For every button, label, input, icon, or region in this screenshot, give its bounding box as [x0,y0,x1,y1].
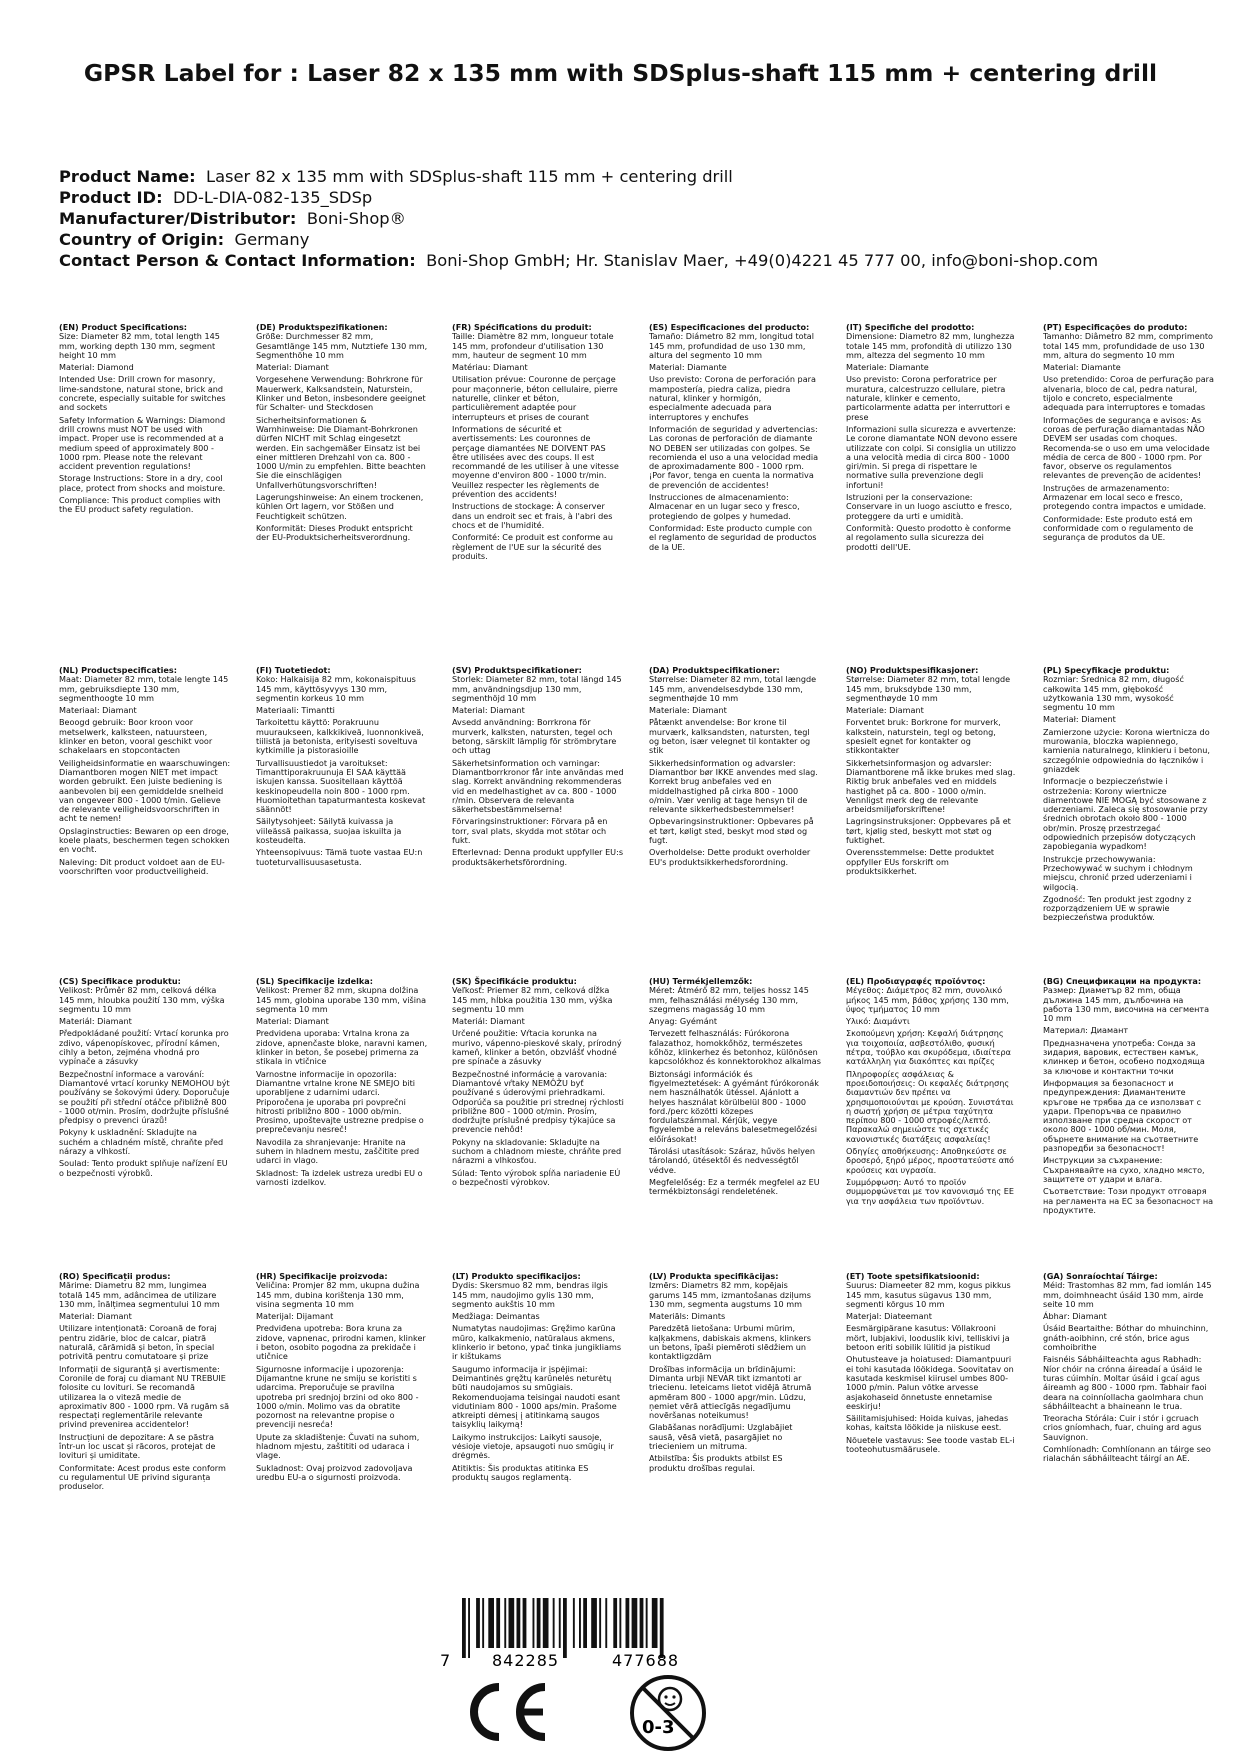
spec-paragraph: Ohutusteave ja hoiatused: Diamantpuuri ei tohi kasutada löökidega. Soovitatav on kasutada keskmisel kiirusel umbes 800-1000 p/min. Palun võtke arvesse asjakohaseid õnnetuste ennetamise eeskirju! [846,1354,1014,1411]
language-heading: (HR) Specifikacije proizvoda: [256,1271,388,1281]
spec-paragraph: Varnostne informacije in opozorila: Diamantne vrtalne krone NE SMEJO biti uporabljene z udarnimi udarci. Priporočena je uporaba pri povprečni hitrosti približno 800 - 1000 ob/min. Prosimo, upoštevajte ustrezne predpise o preprečevanju nesreč! [256,1068,424,1135]
language-heading: (NL) Productspecificaties: [59,665,177,675]
spec-paragraph: Material: Diamante [649,362,727,373]
spec-paragraph: Bezpečnostní informace a varování: Diamantové vrtací korunky NEMOHOU být používány se šokovými údery. Doporučuje se použití při střední otáčce přibližně 800 - 1000 ot/min. Prosím, dodržujte příslušné předpisy o prevenci úrazů! [59,1068,230,1126]
info-label: Contact Person & Contact Information: [59,251,416,270]
spec-paragraph: Instrukcje przechowywania: Przechowywać w suchym i chłodnym miejscu, chronić przed uderzeniami i wilgocią. [1043,853,1193,892]
spec-paragraph: Skladnost: Ta izdelek ustreza uredbi EU o varnosti izdelkov. [256,1167,423,1187]
language-heading: (SV) Produktspecifikationer: [452,665,582,675]
not-for-children-0-3-icon [628,1673,708,1753]
barcode-bar [652,1598,658,1648]
language-heading: (FR) Spécifications du produit: [452,322,592,332]
spec-paragraph: Conformità: Questo prodotto è conforme al regolamento sulla sicurezza dei prodotti dell'UE. [846,522,1011,552]
info-row [59,187,1209,208]
barcode-bar [504,1598,506,1648]
spec-paragraph: Atitiktis: Šis produktas atitinka ES produktų saugos reglamentą. [452,1462,589,1482]
spec-paragraph: Matériau: Diamant [452,362,528,373]
language-block [256,977,428,1190]
info-value: Boni-Shop GmbH; Hr. Stanislav Maer, +49(0)4221 45 777 00, info@boni-shop.com [426,251,1099,270]
barcode-bar [553,1598,555,1648]
spec-paragraph: Nõuetele vastavus: See toode vastab EL-i tooteohutusmäärusele. [846,1434,1015,1455]
info-label: Manufacturer/Distributor: [59,209,297,228]
spec-paragraph: Numatytas naudojimas: Gręžimo karūna mūro, kalkakmenio, natūralaus akmens, klinkerio ir betono, ypač tinka jungikliams ir kištukams [452,1323,622,1362]
spec-paragraph: Conformitate: Acest produs este conform cu regulamentul UE privind siguranța produselor. [59,1462,226,1492]
spec-paragraph: Atbilstība: Šis produkts atbilst ES produktu drošības regulai. [649,1453,783,1473]
language-heading: (BG) Спецификации на продукта: [1043,976,1202,986]
spec-paragraph: Material: Diamant [256,1016,329,1027]
spec-paragraph: Materiál: Diamant [59,1016,132,1027]
product-info [59,166,1209,271]
spec-paragraph: Faisnéis Sábháilteachta agus Rabhadh: Níor chóir na crónna áireadaí a úsáid le turas cúimhín. Moltar úsáid i gcaí agus áireamh ag 800 - 1000 rpm. Tabhair faoi deara na coinníollacha gaolmhara chun sábháilteacht a bhaineann le trua. [1043,1354,1207,1411]
barcode-bar [462,1598,466,1658]
barcode-bar [573,1598,575,1648]
spec-paragraph: Materiale: Diamant [846,705,924,716]
language-block [452,1272,624,1485]
spec-paragraph: Safety Information & Warnings: Diamond drill crowns must NOT be used with impact. Proper use is recommended at a medium speed of approximately 800 - 1000 rpm. Please note the relevant accident prevention regulations! [59,414,226,472]
spec-paragraph: Συμμόρφωση: Αυτό το προϊόν συμμορφώνεται με τον κανονισμό της ΕΕ για την ασφάλεια των προϊόντων. [846,1176,1014,1206]
spec-paragraph: Soulad: Tento produkt splňuje nařízení EU o bezpečnosti výrobků. [59,1158,228,1178]
language-heading: (NO) Produktspesifikasjoner: [846,665,979,675]
spec-paragraph: Overholdelse: Dette produkt overholder EU's produktsikkerhedsforordning. [649,847,811,867]
language-heading: (LV) Produkta specifikācijas: [649,1271,779,1281]
language-heading: (RO) Specificații produs: [59,1271,171,1281]
barcode-bar [599,1598,601,1648]
language-block [846,1272,1018,1457]
info-label: Product Name: [59,167,196,186]
language-block [1043,1272,1215,1467]
barcode-bar [632,1598,638,1648]
spec-paragraph: Material: Diamant [452,705,525,716]
spec-paragraph: Πληροφορίες ασφάλειας & προειδοποιήσεις: Οι κεφαλές διάτρησης διαμαντιών δεν πρέπει να χρησιμοποιούνται με κρούση. Συνιστάται η σωστή χρήση σε μέτρια ταχύτητα περίπου 800 - 1000 στροφές/λεπτό. Παρακαλώ σημειώστε τις σχετικές κανονιστικές διατάξεις ασφαλείας! [846,1068,1014,1144]
spec-paragraph: Sikkerhetsinformasjon og advarsler: Diamantborene må ikke brukes med slag. Riktig bruk anbefales ved en middels hastighet på ca. 800 - 1000 o/min. Vennligst merk deg de relevante arbeidsmiljøforskriftene! [846,757,1016,815]
spec-paragraph: Lagerungshinweise: An einem trockenen, kühlen Ort lagern, vor Stößen und Feuchtigkeit schützen. [256,492,424,521]
spec-paragraph: Compliance: This product complies with the EU product safety regulation. [59,495,221,515]
spec-paragraph: Conformidade: Este produto está em conformidade com o regulamento de segurança de produtos da UE. [1043,513,1194,543]
spec-paragraph: Naleving: Dit product voldoet aan de EU-voorschriften voor productveiligheid. [59,856,225,876]
spec-paragraph: Съответствие: Този продукт отговаря на регламента на ЕС за безопасност на продуктите. [1043,1186,1214,1215]
spec-paragraph: Paredzētā lietošana: Urbumi mūrim, kaļķakmens, dabiskais akmens, klinkers un betons, īpaši piemēroti slēdžiem un kontaktligzdām [649,1323,811,1362]
language-block [1043,323,1215,546]
spec-paragraph: Storage Instructions: Store in a dry, cool place, protect from shocks and moisture. [59,473,226,493]
spec-paragraph: Veľkosť: Priemer 82 mm, celková dĺžka 145 mm, hĺbka použitia 130 mm, výška segmentu 10 mm [452,985,613,1014]
spec-paragraph: Storlek: Diameter 82 mm, total längd 145 mm, användningsdjup 130 mm, segmenthöjd 10 mm [452,674,622,703]
language-heading: (DE) Produktspezifikationen: [256,322,388,332]
spec-paragraph: Opslaginstructies: Bewaren op een droge, koele plaats, beschermen tegen schokken en vocht. [59,825,230,855]
spec-paragraph: Utilizare intenționată: Coroană de foraj pentru zidărie, bloc de calcar, piatră naturală, cărămidă și beton, în special potrivită pentru comutatoare și prize [59,1323,217,1362]
info-value: Germany [234,230,310,249]
language-heading: (ES) Especificaciones del producto: [649,322,810,332]
spec-paragraph: Efterlevnad: Denna produkt uppfyller EU:s produktsäkerhetsförordning. [452,847,624,867]
language-block [846,666,1018,879]
language-block [649,666,821,870]
barcode-bar [509,1598,515,1648]
spec-paragraph: Bezpečnostné informácie a varovania: Diamantové vŕtaky NEMÔŽU byť používané s úderovými priehradkami. Odporúča sa použitie pri strednej rýchlosti približne 800 - 1000 ot/min. Prosím, dodržujte príslušné predpisy týkajúce sa prevencie nehôd! [452,1068,624,1135]
spec-paragraph: Utilisation prévue: Couronne de perçage pour maçonnerie, béton cellulaire, pierre naturelle, clinker et béton, particulièrement adaptée pour interrupteurs et prises de courant [452,374,618,422]
spec-paragraph: Opbevaringsinstruktioner: Opbevares på et tørt, køligt sted, beskyt mod stød og fugt. [649,816,814,846]
spec-paragraph: Tárolási utasítások: Száraz, hűvös helyen tárolandó, ütésektől és nedvességtől védve. [649,1146,816,1175]
spec-paragraph: Ábhar: Diamant [1043,1311,1107,1322]
spec-paragraph: Zgodność: Ten produkt jest zgodny z rozporządzeniem UE w sprawie bezpieczeństwa produktów. [1043,893,1192,923]
language-heading: (IT) Specifiche del prodotto: [846,322,975,332]
spec-paragraph: Conformité: Ce produit est conforme au règlement de l'UE sur la sécurité des produits. [452,532,613,561]
spec-paragraph: Pokyny k uskladnění: Skladujte na suchém a chladném místě, chraňte před nárazy a vlhkostí. [59,1127,224,1157]
spec-paragraph: Sicherheitsinformationen & Warnhinweise: Die Diamant-Bohrkronen dürfen NICHT mit Schlag eingesetzt werden. Ein sachgemäßer Einsatz ist bei einer mittleren Drehzahl von ca. 800 - 1000 U/min zu empfehlen. Bitte beachten Sie die einschlägigen Unfallverhütungsvorschriften! [256,414,426,490]
spec-paragraph: Drošības informācija un brīdinājumi: Dimanta urbji NEVAR tikt izmantoti ar triecienu. Ieteicams lietot vidējā ātrumā apmēram 800 - 1000 apgr/min. Lūdzu, ņemiet vērā attiecīgās negadījumu novēršanas noteikumus! [649,1363,812,1421]
spec-paragraph: Taille: Diamètre 82 mm, longueur totale 145 mm, profondeur d'utilisation 130 mm, hauteur de segment 10 mm [452,331,614,360]
language-block [1043,666,1215,926]
spec-paragraph: Biztonsági információk és figyelmeztetések: A gyémánt fúrókoronák nem használhatók ütéssel. Ajánlott a helyes használat körülbelül 800 - 1000 ford./perc közötti közepes fordulatszámmal. Kérjük, vegye figyelembe a releváns balesetmegelőzési előírásokat! [649,1068,819,1144]
barcode-bar [559,1598,561,1648]
spec-paragraph: Säilitamisjuhised: Hoida kuivas, jahedas kohas, kaitsta löökide ja niiskuse eest. [846,1413,1009,1433]
spec-paragraph: Materiale: Diamante [846,362,929,373]
barcode-bar [496,1598,500,1648]
spec-paragraph: Материал: Диамант [1043,1025,1129,1036]
spec-paragraph: Dydis: Skersmuo 82 mm, bendras ilgis 145 mm, naudojimo gylis 130 mm, segmento aukštis 10 mm [452,1280,608,1309]
spec-paragraph: Velikost: Průměr 82 mm, celková délka 145 mm, hloubka použití 130 mm, výška segmentu 10 mm [59,985,225,1014]
spec-paragraph: Materiaal: Diamant [59,705,137,716]
spec-paragraph: Materiál: Diamant [452,1016,525,1027]
barcode-bar [517,1598,521,1648]
info-label: Country of Origin: [59,230,225,249]
spec-paragraph: Lagringsinstruksjoner: Oppbevares på et tørt, kjølig sted, beskytt mot støt og fuktighet. [846,816,1011,846]
spec-paragraph: Μέγεθος: Διάμετρος 82 mm, συνολικό μήκος 145 mm, βάθος χρήσης 130 mm, ύψος τμήματος 10 mm [846,985,1009,1014]
spec-paragraph: Instruções de armazenamento: Armazenar em local seco e fresco, protegendo contra impactos e umidade. [1043,482,1207,512]
barcode-bar [591,1598,597,1648]
spec-paragraph: Sigurnosne informacije i upozorenja: Dijamantne krune ne smiju se koristiti s udarcima. Preporučuje se pravilna upotreba pri srednjoj brzini od oko 800 - 1000 o/min. Molimo vas da obratite pozornost na relevantne propise o prevenciji nesreća! [256,1363,419,1430]
spec-paragraph: Méid: Trastomhas 82 mm, fad iomlán 145 mm, doimhneacht úsáid 130 mm, airde seite 10 mm [1043,1280,1212,1309]
spec-paragraph: Dimensione: Diametro 82 mm, lunghezza totale 145 mm, profondità di utilizzo 130 mm, altezza del segmento 10 mm [846,331,1015,360]
spec-paragraph: Suurus: Diameeter 82 mm, kogus pikkus 145 mm, kasutus sügavus 130 mm, segmenti kõrgus 10 mm [846,1280,1011,1309]
language-heading: (FI) Tuotetiedot: [256,665,331,675]
info-row [59,208,1209,229]
spec-paragraph: Υλικό: Διαμάντι [846,1016,910,1027]
barcode-bar [543,1598,549,1648]
spec-paragraph: Zamierzone użycie: Korona wiertnicza do murowania, bloczka wapiennego, kamienia naturalnego, klinkieru i betonu, szczególnie odpowiednia do łączników i gniazdek [1043,726,1210,774]
info-row [59,229,1209,250]
barcode-bar [537,1598,541,1648]
spec-paragraph: Informații de siguranță și avertismente: Coronile de foraj cu diamant NU TREBUIE folosite cu lovituri. Se recomandă utilizarea la o viteză medie de aproximativ 800 - 1000 rpm. Vă rugăm să respectați reglementările relevante privind prevenirea accidentelor! [59,1363,230,1430]
spec-paragraph: Förvaringsinstruktioner: Förvara på en torr, sval plats, skydda mot stötar och fukt. [452,816,608,846]
info-value: Boni-Shop® [306,209,406,228]
spec-paragraph: Instrucțiuni de depozitare: A se păstra într-un loc uscat și răcoros, protejat de lovituri și umiditate. [59,1431,216,1461]
spec-paragraph: Velikost: Premer 82 mm, skupna dolžina 145 mm, globina uporabe 130 mm, višina segmenta 10 mm [256,985,427,1014]
spec-paragraph: Súlad: Tento výrobok spĺňa nariadenie EÚ o bezpečnosti výrobkov. [452,1167,621,1187]
spec-paragraph: Vorgesehene Verwendung: Bohrkrone für Mauerwerk, Kalksandstein, Naturstein, Klinker und Beton, insbesondere geeignet für Schalter- und Steckdosen [256,374,426,413]
spec-paragraph: Material: Diamante [1043,362,1121,373]
info-label: Product ID: [59,188,163,207]
spec-paragraph: Conformidad: Este producto cumple con el reglamento de seguridad de productos de la UE. [649,522,817,552]
spec-paragraph: Předpokládané použití: Vrtací korunka pro zdivo, vápenopískovec, přírodní kámen, cihly a beton, zejména vhodná pro vypínače a zásuvky [59,1028,229,1067]
spec-paragraph: Material: Diamant [256,362,329,373]
spec-paragraph: Istruzioni per la conservazione: Conservare in un luogo asciutto e fresco, proteggere da urti e umidità. [846,492,1013,521]
spec-paragraph: Informacje o bezpieczeństwie i ostrzeżenia: Korony wiertnicze diamentowe NIE MOGĄ być stosowane z uderzeniami. Zaleca się stosowanie przy średnich obrotach około 800 - 1000 obr/min. Proszę przestrzegać odpowiednich przepisów dotyczących zapobiegania wypadkom! [1043,776,1208,852]
language-block [59,666,231,879]
spec-paragraph: Izmērs: Diametrs 82 mm, kopējais garums 145 mm, izmantošanas dziļums 130 mm, segmenta augstums 10 mm [649,1280,811,1309]
spec-paragraph: Größe: Durchmesser 82 mm, Gesamtlänge 145 mm, Nutztiefe 130 mm, Segmenthöhe 10 mm [256,331,428,360]
spec-paragraph: Informazioni sulla sicurezza e avvertenze: Le corone diamantate NON devono essere utilizzate con colpi. Si consiglia un utilizzo a una velocità media di circa 800 - 1000 giri/min. Si prega di rispettare le normative sulla prevenzione degli infortuni! [846,423,1018,490]
spec-paragraph: Tamanho: Diâmetro 82 mm, comprimento total 145 mm, profundidade de uso 130 mm, altura do segmento 10 mm [1043,331,1213,360]
spec-paragraph: Предназначена употреба: Сонда за зидария, варовик, естествен камък, клинкер и бетон, особено подходяща за ключове и контактни точки [1043,1037,1205,1076]
spec-paragraph: Materiale: Diamant [649,705,727,716]
spec-paragraph: Veličina: Promjer 82 mm, ukupna dužina 145 mm, dubina korištenja 130 mm, visina segmenta 10 mm [256,1280,420,1309]
spec-paragraph: Medžiaga: Deimantas [452,1311,540,1322]
language-heading: (SL) Specifikacije izdelka: [256,976,374,986]
language-heading: (PL) Specyfikacje produktu: [1043,665,1170,675]
language-block [649,977,821,1200]
language-heading: (ET) Toote spetsifikatsioonid: [846,1271,980,1281]
spec-paragraph: Tamaño: Diámetro 82 mm, longitud total 145 mm, profundidad de uso 130 mm, altura del segmento 10 mm [649,331,814,360]
barcode-bar [488,1598,494,1648]
info-value: DD-L-DIA-082-135_SDSp [172,188,373,207]
spec-paragraph: Инструкции за съхранение: Съхранявайте на сухо, хладно място, защитете от удари и влага. [1043,1155,1205,1184]
barcode-bar [533,1598,535,1648]
barcode-bar [583,1598,587,1648]
spec-paragraph: Veiligheidsinformatie en waarschuwingen: Diamantboren mogen NIET met impact worden gebruikt. Een juiste bediening is aanbevolen bij een gemiddelde snelheid van ongeveer 800 - 1000 t/min. Gelieve de relevante veiligheidsvoorschriften in acht te nemen! [59,757,231,824]
spec-paragraph: Uso previsto: Corona perforatrice per muratura, calcestruzzo cellulare, pietra naturale, klinker e cemento, particolarmente adatta per interruttori e prese [846,374,1010,422]
spec-paragraph: Tervezett felhasználás: Fúrókorona falazathoz, homokkőhöz, természetes kőhöz, klinkerhez és betonhoz, különösen kapcsolókhoz és konnektorokhoz alkalmas [649,1028,821,1067]
spec-paragraph: Οδηγίες αποθήκευσης: Αποθηκεύστε σε δροσερό, ξηρό μέρος, προστατεύστε από κρούσεις και υγρασία. [846,1146,1014,1175]
spec-paragraph: Forventet bruk: Borkrone for murverk, kalkstein, naturstein, tegl og betong, spesielt egnet for kontakter og stikkontakter [846,717,1001,756]
language-heading: (LT) Produkto specifikacijos: [452,1271,581,1281]
barcode-bar [476,1598,480,1648]
spec-paragraph: Instructions de stockage: À conserver dans un endroit sec et frais, à l'abri des chocs et de l'humidité. [452,501,613,530]
spec-paragraph: Påtænkt anvendelse: Bor krone til murværk, kalksandsten, natursten, tegl og beton, især velegnet til kontakter og stik [649,717,811,756]
info-row [59,166,1209,187]
spec-paragraph: Avsedd användning: Borrkrona för murverk, kalksten, natursten, tegel och betong, särskilt lämplig för strömbrytare och uttag [452,717,617,756]
spec-paragraph: Navodila za shranjevanje: Hranite na suhem in hladnem mestu, zaščitite pred udarci in vlago. [256,1136,420,1166]
spec-paragraph: Materijal: Dijamant [256,1311,334,1322]
info-row [59,250,1209,271]
barcode-bar [646,1598,648,1648]
spec-paragraph: Uso previsto: Corona de perforación para mampostería, piedra caliza, piedra natural, klinker y hormigón, especialmente adecuada para interruptores y enchufes [649,374,816,422]
language-heading: (HU) Termékjellemzők: [649,976,753,986]
spec-paragraph: Koko: Halkaisija 82 mm, kokonaispituus 145 mm, käyttösyvyys 130 mm, segmentin korkeus 10 mm [256,674,416,703]
spec-paragraph: Beoogd gebruik: Boor kroon voor metselwerk, kalksteen, natuursteen, klinker en beton, vooral geschikt voor schakelaars en stopcontacten [59,717,213,756]
spec-paragraph: Materiāls: Dimants [649,1311,726,1322]
language-heading: (EN) Product Specifications: [59,322,188,332]
spec-paragraph: Comhlíonadh: Comhlíonann an táirge seo rialachán sábháilteacht táirgí an AE. [1043,1444,1211,1464]
spec-paragraph: Eesmärgipärane kasutus: Völlakrooni mört, lubjakivi, looduslik kivi, telliskivi ja betoon eriti sobilik lülitid ja pistikud [846,1323,1010,1353]
spec-paragraph: Yhteensopivuus: Tämä tuote vastaa EU:n tuoteturvallisuusasetusta. [256,847,423,867]
language-block [649,1272,821,1476]
spec-paragraph: Säkerhetsinformation och varningar: Diamantborrkronor får inte användas med slag. Korrekt användning rekommenderas vid en medelhastighet av ca. 800 - 1000 r/min. Observera de relevanta säkerhetsbestämmelserna! [452,757,624,815]
age-label: 0-3 [642,1717,675,1738]
barcode-bar [626,1598,630,1648]
language-heading: (GA) Sonraíochtaí Táirge: [1043,1271,1158,1281]
spec-paragraph: Laikymo instrukcijos: Laikyti sausoje, vėsioje vietoje, apsaugoti nuo smūgių ir drėgmės. [452,1431,614,1461]
spec-paragraph: Materiaali: Timantti [256,705,335,716]
language-heading: (EL) Προδιαγραφές προϊόντος: [846,976,986,986]
language-block [452,977,624,1190]
barcode-digits-left: 7 [440,1651,451,1670]
language-block [59,1272,231,1495]
language-heading: (CS) Specifikace produktu: [59,976,181,986]
spec-paragraph: Materjal: Diateemant [846,1311,932,1322]
spec-paragraph: Konformität: Dieses Produkt entspricht der EU-Produktsicherheitsverordnung. [256,522,413,543]
barcode-bar [468,1598,470,1658]
spec-paragraph: Materiał: Diament [1043,714,1116,725]
spec-paragraph: Informations de sécurité et avertissements: Les couronnes de perçage diamantées NE DOIVENT PAS être utilisées avec des coups. Il est recommandé de les utiliser à une vitesse moyenne d'environ 800 - 1000 tr/min. Veuillez respecter les règlements de prévention des accidents! [452,423,619,500]
spec-paragraph: Upute za skladištenje: Čuvati na suhom, hladnom mjestu, zaštititi od udaraca i vlage. [256,1431,420,1461]
spec-paragraph: Mărime: Diametru 82 mm, lungimea totală 145 mm, adâncimea de utilizare 130 mm, înălțimea segmentului 10 mm [59,1280,220,1309]
spec-paragraph: Méret: Átmérő 82 mm, teljes hossz 145 mm, felhasználási mélység 130 mm, szegmens magasság 10 mm [649,985,809,1014]
spec-paragraph: Overensstemmelse: Dette produktet oppfyller EUs forskrift om produktsikkerhet. [846,847,995,876]
spec-paragraph: Material: Diamant [59,1311,132,1322]
barcode-digits-right: 477688 [612,1651,680,1670]
spec-paragraph: Maat: Diameter 82 mm, totale lengte 145 mm, gebruiksdiepte 130 mm, segmenthoogte 10 mm [59,674,229,703]
spec-paragraph: Uso pretendido: Coroa de perfuração para alvenaria, bloco de cal, pedra natural, tijolo e concreto, especialmente adequada para interruptores e tomadas [1043,374,1214,413]
spec-paragraph: Turvallisuustiedot ja varoitukset: Timanttiporakruunuja EI SAA käyttää iskujen kanssa. Suositellaan käyttöä keskinopeudella noin 800 - 1000 rpm. Huomioitethan tapaturmantesta koskevat säännöt! [256,757,426,815]
spec-paragraph: Sikkerhedsinformation og advarsler: Diamantbor bør IKKE anvendes med slag. Korrekt brug anbefales ved en middelhastighed på cirka 800 - 1000 o/min. Vær venlig at tage hensyn til de relevante sikkerhedsbestemmelser! [649,757,818,815]
barcode-bar [605,1598,607,1648]
barcode-bar [579,1598,581,1648]
language-block [452,323,624,564]
spec-paragraph: Informações de segurança e avisos: As coroas de perfuração diamantadas NÃO DEVEM ser usadas com choques. Recomenda-se o uso em uma velocidade média de cerca de 800 - 1000 rpm. Por favor, observe os regulamentos relevantes de prevenção de acidentes! [1043,414,1210,481]
language-heading: (DA) Produktspecifikationer: [649,665,780,675]
spec-paragraph: Intended Use: Drill crown for masonry, lime-sandstone, natural stone, brick and concrete, especially suitable for switches and sockets [59,374,226,413]
language-block [59,977,231,1181]
spec-paragraph: Størrelse: Diameter 82 mm, total lengde 145 mm, bruksdybde 130 mm, segmenthøyde 10 mm [846,674,1011,703]
page-title: GPSR Label for : Laser 82 x 135 mm with SDSplus-shaft 115 mm + centering drill [83,59,1158,87]
spec-paragraph: Určené použitie: Vŕtacia korunka na murivo, vápenno-pieskové skaly, prírodný kameň, klinker a betón, obzvlášť vhodné pre spínače a zásuvky [452,1028,622,1067]
spec-paragraph: Σκοπούμενη χρήση: Κεφαλή διάτρησης για τοιχοποιία, ασβεστόλιθο, φυσική πέτρα, τούβλο και σκυρόδεμα, ιδιαίτερα κατάλληλη για διακόπτες και πρίζες [846,1028,1011,1067]
ce-mark-icon [461,1681,551,1743]
spec-paragraph: Información de seguridad y advertencias: Las coronas de perforación de diamante NO DEBEN ser utilizadas con golpes. Se recomienda el uso a una velocidad media de aproximadamente 800 - 1000 rpm. ¡Por favor, tenga en cuenta la normativa de prevención de accidentes! [649,423,819,490]
spec-paragraph: Информация за безопасност и предупреждения: Диамантените кръгове не трябва да се използват с удари. Препоръчва се правилно използване при средна скорост от около 800 - 1000 об/мин. Моля, обърнете внимание на съответните разпоредби за безопасност! [1043,1077,1202,1154]
language-block [256,1272,428,1485]
language-block [452,666,624,870]
spec-paragraph: Tarkoitettu käyttö: Porakruunu muuraukseen, kalkkikiveä, luonnonkiveä, tiilistä ja betonista, erityisesti soveltuva kytkimille ja pistorasioille [256,717,424,756]
barcode-digits-mid: 842285 [492,1651,560,1670]
barcode-bar [660,1598,664,1658]
language-block [649,323,821,555]
barcode-bar [563,1598,567,1658]
barcode-bar [619,1598,621,1648]
barcode-bar [523,1598,527,1648]
spec-paragraph: Instrucciones de almacenamiento: Almacenar en un lugar seco y fresco, protegiendo de golpes y humedad. [649,492,800,521]
spec-paragraph: Material: Diamond [59,362,134,373]
spec-paragraph: Predviđena upotreba: Bora kruna za zidove, vapnenac, prirodni kamen, klinker i beton, osobito pogodna za prekidače i utičnice [256,1323,426,1362]
spec-paragraph: Glabāšanas norādījumi: Uzglabājiet sausā, vēsā vietā, pasargājiet no triecieniem un mitruma. [649,1422,793,1452]
barcode-bar [613,1598,617,1648]
language-block [846,977,1018,1209]
spec-paragraph: Úsáid Beartaithe: Bóthar do mhuinchinn, gnáth-aoibhinn, cré stón, brice agus comhoibrithe [1043,1323,1209,1353]
spec-paragraph: Sukladnost: Ovaj proizvod zadovoljava uredbu EU-a o sigurnosti proizvoda. [256,1462,413,1482]
spec-paragraph: Megfelelőség: Ez a termék megfelel az EU termékbiztonsági rendeletének. [649,1176,820,1197]
spec-paragraph: Säilytysohjeet: Säilytä kuivassa ja viileässä paikassa, suojaa iskuilta ja kosteudelta. [256,816,402,846]
language-heading: (PT) Especificações do produto: [1043,322,1188,332]
spec-paragraph: Pokyny na skladovanie: Skladujte na suchom a chladnom mieste, chráňte pred nárazmi a vlhkosťou. [452,1136,622,1166]
spec-paragraph: Størrelse: Diameter 82 mm, total længde 145 mm, anvendelsesdybde 130 mm, segmenthøjde 10 mm [649,674,817,703]
language-block [1043,977,1215,1218]
spec-paragraph: Размер: Диаметър 82 mm, обща дължина 145 mm, дълбочина на работа 130 mm, височина на сегмента 10 mm [1043,985,1210,1024]
language-block [256,323,428,546]
spec-paragraph: Treoracha Stórála: Cuir i stór i gcruach crios gníomhach, fuar, chuing ard agus Sauvignon. [1043,1413,1202,1442]
barcode [440,1598,722,1670]
spec-paragraph: Size: Diameter 82 mm, total length 145 mm, working depth 130 mm, segment height 10 mm [59,331,220,360]
spec-paragraph: Rozmiar: Średnica 82 mm, długość całkowita 145 mm, głębokość użytkowania 130 mm, wysokość segmentu 10 mm [1043,674,1184,713]
spec-paragraph: Anyag: Gyémánt [649,1016,718,1027]
language-block [59,323,231,518]
barcode-bar [640,1598,644,1648]
info-value: Laser 82 x 135 mm with SDSplus-shaft 115 mm + centering drill [206,167,733,186]
language-block [846,323,1018,555]
spec-paragraph: Predvidena uporaba: Vrtalna krona za zidove, apnenčaste bloke, naravni kamen, klinker in beton, še posebej primerna za stikala in vtičnice [256,1028,428,1067]
barcode-bars [462,1598,664,1658]
barcode-bar [482,1598,484,1648]
language-heading: (SK) Špecifikácie produktu: [452,976,577,986]
spec-paragraph: Saugumo informacija ir įspėjimai: Deimantinės gręžtų karūnelės neturėtų būti naudojamos su smūgiais. Rekomenduojama teisingai naudoti esant vidutiniam 800 - 1000 aps/min. Prašome atkreipti dėmesį į atitinkamą saugos taisyklių laikymą! [452,1363,621,1430]
language-block [256,666,428,870]
